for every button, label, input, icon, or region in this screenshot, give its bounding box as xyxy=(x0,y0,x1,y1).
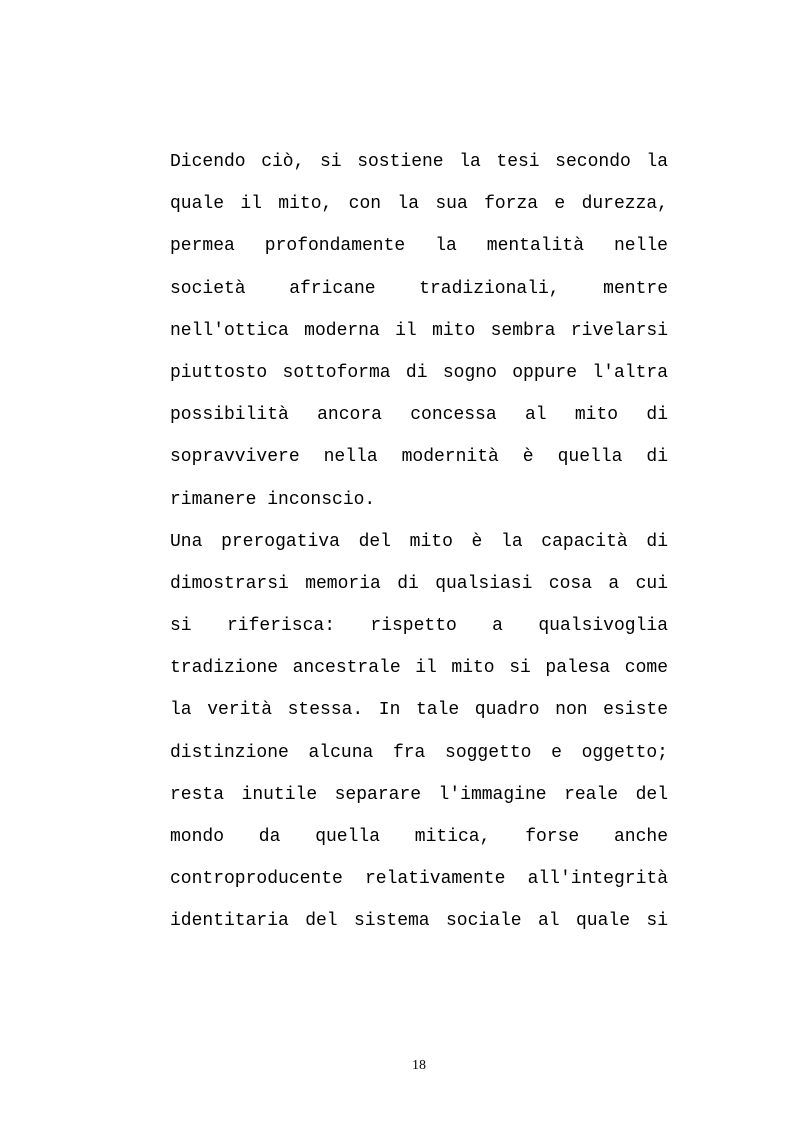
text-line: controproducente relativamente all'integrità xyxy=(170,869,668,890)
text-line: la verità stessa. In tale quadro non esiste xyxy=(170,700,668,721)
body-text xyxy=(170,141,668,943)
text-line: società africane tradizionali, mentre xyxy=(170,278,668,299)
text-line: distinzione alcuna fra soggetto e oggetto; xyxy=(170,742,668,763)
text-line: Dicendo ciò, si sostiene la tesi secondo la xyxy=(170,152,668,172)
page-number: 18 xyxy=(412,1058,426,1073)
text-line: si riferisca: rispetto a qualsivoglia xyxy=(170,616,668,637)
text-line: resta inutile separare l'immagine reale del xyxy=(170,784,668,805)
text-line: Una prerogativa del mito è la capacità di xyxy=(170,531,668,552)
text-line: quale il mito, con la sua forza e durezza, xyxy=(170,194,668,215)
text-line: dimostrarsi memoria di qualsiasi cosa a cui xyxy=(170,573,668,594)
text-line: permea profondamente la mentalità nelle xyxy=(170,236,668,257)
text-line: nell'ottica moderna il mito sembra rivelarsi xyxy=(170,320,668,341)
text-line: piuttosto sottoforma di sogno oppure l'altra xyxy=(170,362,668,383)
text-line: rimanere inconscio. xyxy=(170,489,376,510)
text-line: sopravvivere nella modernità è quella di xyxy=(170,447,668,468)
text-line: mondo da quella mitica, forse anche xyxy=(170,827,668,847)
text-line: possibilità ancora concessa al mito di xyxy=(170,405,668,426)
text-line: identitaria del sistema sociale al quale si xyxy=(170,911,668,932)
text-line: tradizione ancestrale il mito si palesa come xyxy=(170,658,668,679)
